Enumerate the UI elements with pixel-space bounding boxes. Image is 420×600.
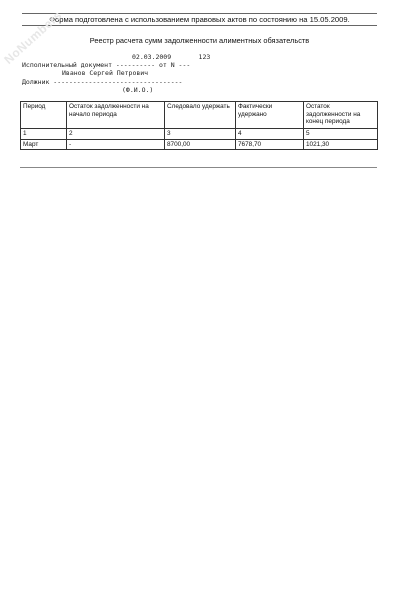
header-divider (22, 25, 377, 26)
bottom-divider (20, 167, 377, 168)
date-and-number-line: 02.03.2009 123 (132, 53, 211, 61)
table-cell: 1 (21, 129, 67, 140)
header-cell-closing-balance: Остаток задолженности на конец периода (304, 102, 378, 129)
form-preparation-note: Форма подготовлена с использованием правовых актов по состоянию на 15.05.2009. (49, 15, 350, 24)
table-cell: 1021,30 (304, 139, 378, 150)
header-cell-period: Период (21, 102, 67, 129)
header-cell-withheld: Фактически удержано (236, 102, 304, 129)
person-name-line: Иванов Сергей Петрович (62, 69, 149, 77)
table-cell: 8700,00 (165, 139, 236, 150)
document-title: Реестр расчета сумм задолженности алиментных обязательств (89, 36, 310, 45)
table-header-row (21, 102, 378, 129)
top-divider (22, 13, 377, 14)
table-cell: 3 (165, 129, 236, 140)
table-cell: 7678,70 (236, 139, 304, 150)
table-cell: 5 (304, 129, 378, 140)
table-cell: Март (21, 139, 67, 150)
header-cell-opening-balance: Остаток задолженности на начало периода (67, 102, 165, 129)
table-cell: 2 (67, 129, 165, 140)
debtor-line: Должник --------------------------------- (22, 78, 183, 86)
header-cell-due: Следовало удержать (165, 102, 236, 129)
table-row (21, 139, 378, 150)
table-row (21, 129, 378, 140)
debt-register-table (20, 101, 378, 150)
fio-caption: (Ф.И.О.) (122, 86, 154, 94)
table-cell: 4 (236, 129, 304, 140)
watermark-text: NoNumbers (1, 7, 65, 67)
executive-document-line: Исполнительный документ ---------- от N --- (22, 61, 191, 69)
table-cell: - (67, 139, 165, 150)
